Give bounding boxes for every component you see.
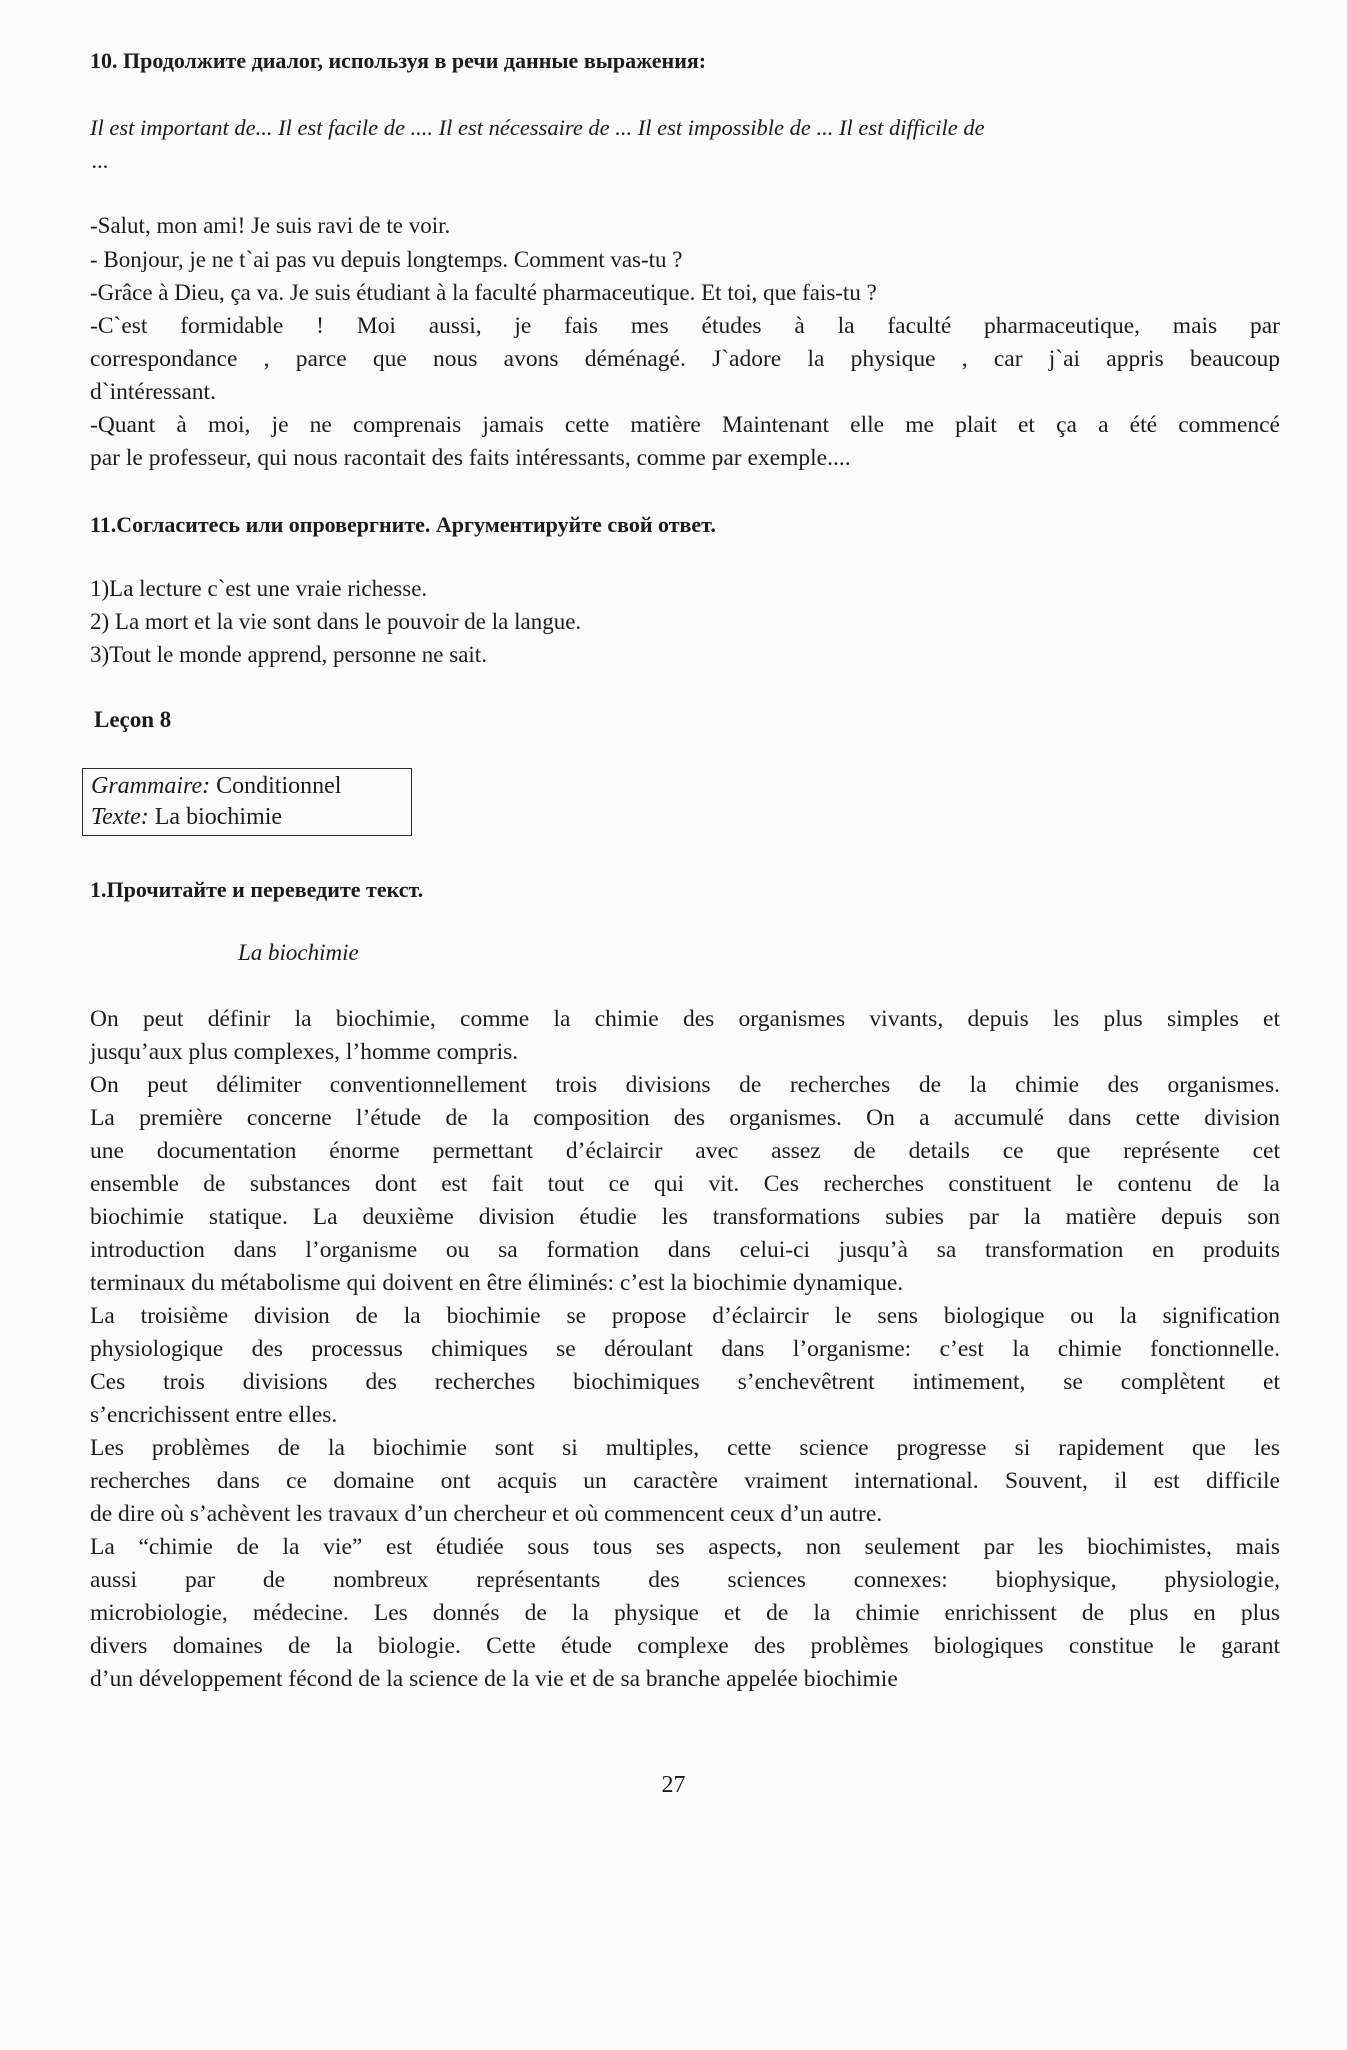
task-1-heading: 1.Прочитайте и переведите текст.	[90, 877, 424, 902]
lesson-info-box	[82, 768, 412, 836]
article-line: une documentation énorme permettant d’éclaircir avec assez de details ce que représente cet	[90, 1138, 1280, 1164]
article-line: introduction dans l’organisme ou sa formation dans celui-ci jusqu’à sa transformation en produits	[90, 1237, 1280, 1263]
dialog-line: - Bonjour, je ne t`ai pas vu depuis longtemps. Comment vas-tu ?	[90, 246, 683, 272]
article-body	[90, 1003, 1280, 1696]
text-value: La biochimie	[154, 804, 283, 830]
article-line: recherches dans ce domaine ont acquis un caractère vraiment international. Souvent, il est difficile	[90, 1468, 1280, 1494]
article-line: d’un développement fécond de la science de la vie et de sa branche appelée biochimie	[90, 1666, 898, 1692]
article-line: physiologique des processus chimiques se déroulant dans l’organisme: c’est la chimie fonctionnelle.	[90, 1336, 1280, 1362]
article-line: divers domaines de la biologie. Cette étude complexe des problèmes biologiques constitue le garant	[90, 1633, 1280, 1659]
dialog-line: -C`est formidable ! Moi aussi, je fais mes études à la faculté pharmaceutique, mais par	[90, 312, 1280, 339]
article-line: microbiologie, médecine. Les donnés de la physique et de la chimie enrichissent de plus en plus	[90, 1600, 1280, 1626]
task-11-heading: 11.Согласитесь или опровергните. Аргументируйте свой ответ.	[90, 512, 716, 537]
article-line: La “chimie de la vie” est étudiée sous tous ses aspects, non seulement par les biochimistes, mais	[90, 1534, 1280, 1560]
article-line: jusqu’aux plus complexes, l’homme compris.	[90, 1039, 519, 1065]
text-title: La biochimie	[238, 940, 359, 965]
text-row	[91, 802, 403, 833]
grammar-label: Grammaire:	[91, 773, 211, 799]
article-line: de dire où s’achèvent les travaux d’un chercheur et où commencent ceux d’un autre.	[90, 1501, 883, 1527]
article-line: On peut délimiter conventionnellement trois divisions de recherches de la chimie des organismes.	[90, 1072, 1280, 1098]
article-line: biochimie statique. La deuxième division étudie les transformations subies par la matière depuis son	[90, 1204, 1280, 1230]
text-label: Texte:	[91, 804, 149, 830]
article-line: terminaux du métabolisme qui doivent en être éliminés: c’est la biochimie dynamique.	[90, 1270, 904, 1296]
page-number: 27	[661, 1772, 686, 1798]
article-line: Ces trois divisions des recherches biochimiques s’enchevêtrent intimement, se complètent et	[90, 1369, 1280, 1395]
article-line: aussi par de nombreux représentants des sciences connexes: biophysique, physiologie,	[90, 1567, 1280, 1593]
dialog-line: par le professeur, qui nous racontait des faits intéressants, comme par exemple....	[90, 444, 851, 471]
grammar-row	[91, 771, 403, 802]
statement-item: 3)Tout le monde apprend, personne ne sait.	[90, 642, 487, 667]
article-line: La première concerne l’étude de la composition des organismes. On a accumulé dans cette division	[90, 1105, 1280, 1131]
lesson-title: Leçon 8	[94, 707, 172, 732]
article-line: Les problèmes de la biochimie sont si multiples, cette science progresse si rapidement que les	[90, 1435, 1280, 1461]
expressions-line-1: Il est important de... Il est facile de .... Il est nécessaire de ... Il est impossible de ... Il est difficile de	[90, 115, 985, 140]
dialog-line: -Quant à moi, je ne comprenais jamais cette matière Maintenant elle me plait et ça a été commencé	[90, 411, 1280, 438]
grammar-value: Conditionnel	[216, 773, 342, 799]
article-line: On peut définir la biochimie, comme la chimie des organismes vivants, depuis les plus simples et	[90, 1006, 1280, 1032]
article-line: La troisième division de la biochimie se propose d’éclaircir le sens biologique ou la signification	[90, 1303, 1280, 1329]
expressions-line-2: ...	[92, 148, 109, 173]
article-line: s’encrichissent entre elles.	[90, 1402, 338, 1428]
dialog	[90, 209, 1280, 475]
statements-list	[90, 572, 1280, 671]
dialog-line: correspondance , parce que nous avons déménagé. J`adore la physique , car j`ai appris beaucoup	[90, 345, 1280, 372]
dialog-line: -Salut, mon ami! Je suis ravi de te voir.	[90, 213, 451, 238]
statement-item: 1)La lecture c`est une vraie richesse.	[90, 576, 428, 601]
dialog-line: -Grâce à Dieu, ça va. Je suis étudiant à la faculté pharmaceutique. Et toi, que fais-tu ?	[90, 280, 877, 305]
dialog-line: d`intéressant.	[90, 378, 216, 405]
task-10-heading: 10. Продолжите диалог, используя в речи данные выражения:	[90, 48, 707, 73]
statement-item: 2) La mort et la vie sont dans le pouvoir de la langue.	[90, 609, 582, 634]
article-line: ensemble de substances dont est fait tout ce qui vit. Ces recherches constituent le contenu de la	[90, 1171, 1280, 1197]
